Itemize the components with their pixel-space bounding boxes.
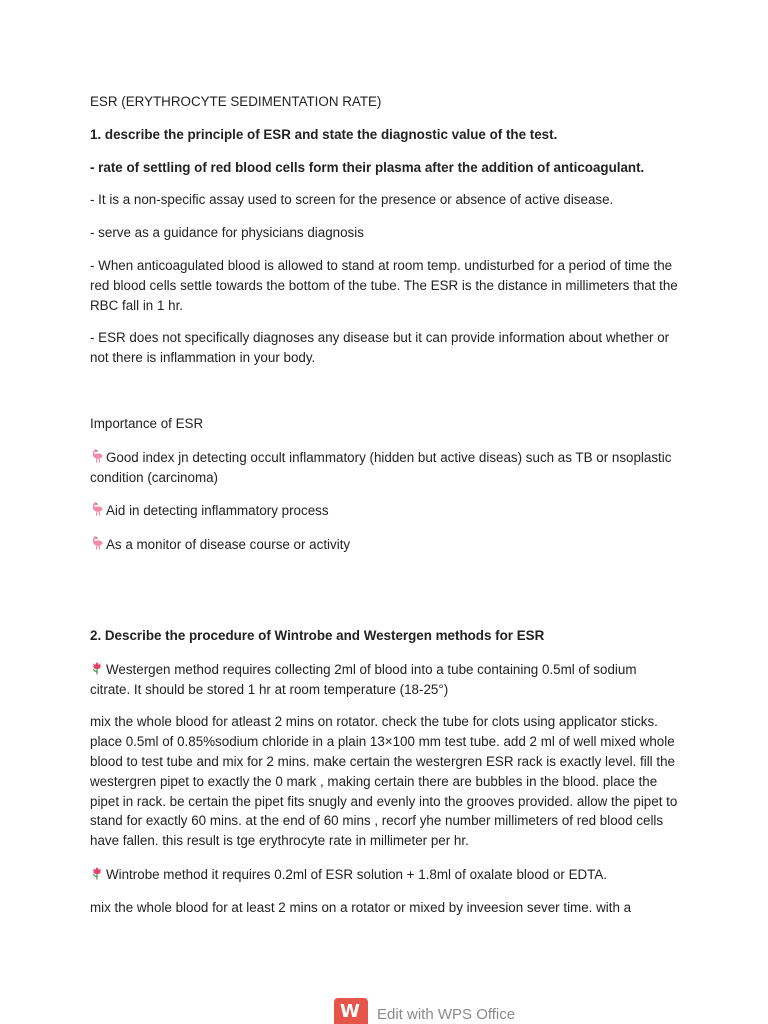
paragraph-nonspecific: - It is a non-specific assay used to screen for the presence or absence of active disease. [90, 192, 614, 208]
wps-edit-banner[interactable] [334, 998, 534, 1024]
flamingo-icon [90, 502, 104, 516]
wintrobe-intro: Wintrobe method it requires 0.2ml of ESR solution + 1.8ml of oxalate blood or EDTA. [90, 865, 680, 885]
flamingo-icon [90, 449, 104, 463]
paragraph-guidance: - serve as a guidance for physicians diagnosis [90, 225, 364, 241]
importance-item: Aid in detecting inflammatory process [90, 501, 680, 521]
paragraph-anticoagulated: - When anticoagulated blood is allowed to stand at room temp. undisturbed for a period of time the red blood cells settle towards the bottom of the tube. The ESR is the distance in millimeters that the RBC fall in 1 hr. [90, 257, 678, 313]
question-1: 1. describe the principle of ESR and state the diagnostic value of the test. [90, 126, 558, 142]
flamingo-icon [90, 536, 104, 550]
document-page [90, 92, 680, 918]
document-title: ESR (ERYTHROCYTE SEDIMENTATION RATE) [90, 94, 382, 109]
wps-edit-label: Edit with WPS Office [377, 1006, 516, 1023]
paragraph-inflammation: - ESR does not specifically diagnoses any disease but it can provide information about whether or not there is inflammation in your body. [90, 330, 670, 366]
wintrobe-procedure: mix the whole blood for at least 2 mins on a rotator or mixed by inveesion sever time. with a [90, 899, 632, 915]
wps-logo-icon: W [334, 998, 368, 1024]
principle-line: - rate of settling of red blood cells form their plasma after the addition of anticoagulant. [90, 159, 645, 175]
importance-item: Good index jn detecting occult inflammatory (hidden but active diseas) such as TB or nsoplastic condition (carcinoma) [90, 449, 672, 485]
question-2: 2. Describe the procedure of Wintrobe and Westergen methods for ESR [90, 627, 545, 643]
tulip-icon [90, 866, 104, 880]
importance-item: As a monitor of disease course or activity [90, 535, 680, 555]
importance-heading: Importance of ESR [90, 415, 204, 431]
westergen-procedure: mix the whole blood for atleast 2 mins on rotator. check the tube for clots using applicator sticks. place 0.5ml of 0.85%sodium chloride in a plain 13×100 mm test tube. add 2 ml of well mixed whole blood to test tube and mix for 2 mins. make certain the westergren ESR rack is exactly level. fill the westergren pipet to exactly the 0 mark , making certain there are bubbles in the blood. place the pipet in rack. be certain the pipet fits snugly and evenly into the grooves provided. allow the pipet to stand for exactly 60 mins. at the end of 60 mins , recorf yhe number millimeters of red blood cells have fallen. this result is tge erythrocyte rate in millimeter per hr. [90, 714, 678, 849]
tulip-icon [90, 661, 104, 675]
westergen-intro: Westergen method requires collecting 2ml of blood into a tube containing 0.5ml of sodium citrate. It should be stored 1 hr at room temperature (18-25°) [90, 661, 637, 697]
